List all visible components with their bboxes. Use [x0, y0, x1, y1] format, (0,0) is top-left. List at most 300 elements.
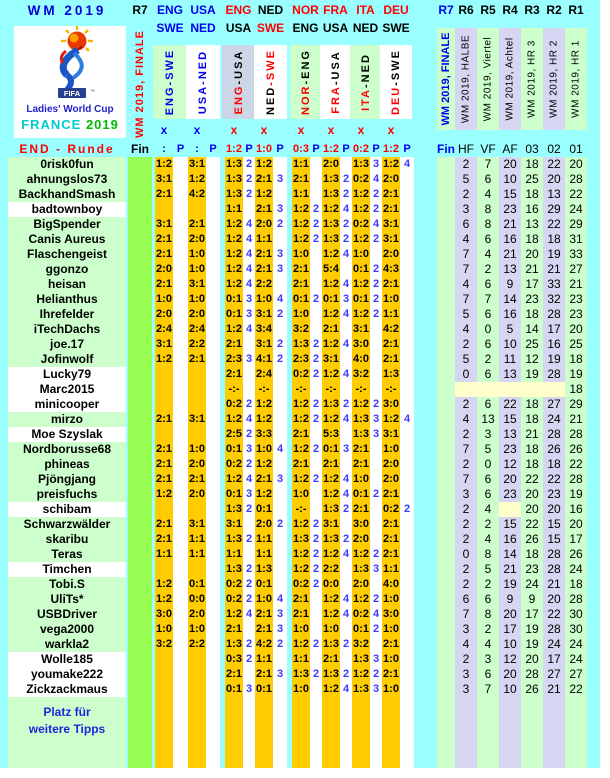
tip-cell: 1:3 — [226, 638, 242, 650]
tip-cell: 2:1 — [383, 338, 399, 350]
tip-points: 3 — [276, 248, 284, 260]
round-points: 22 — [547, 217, 561, 231]
round-points: 2 — [484, 622, 492, 636]
round-points: 25 — [525, 172, 539, 186]
tip-cell: 1:3 — [353, 563, 369, 575]
end-runde-label: END - Runde — [19, 142, 115, 156]
player-name: Helianthus — [8, 292, 126, 307]
tip-cell: 0:2 — [383, 503, 399, 515]
round-points: 7 — [462, 262, 470, 276]
vlabel-part2: -SWE — [164, 48, 176, 86]
round-points: 23 — [503, 202, 517, 216]
tip-points: 4 — [342, 593, 350, 605]
tip-cell: 1:2 — [256, 188, 272, 200]
tip-points: 3 — [372, 428, 380, 440]
tip-points: 2 — [372, 263, 380, 275]
round-points: 8 — [484, 202, 492, 216]
tip-cell: 1:3 — [293, 668, 309, 680]
vlabel-match-ENG-USA — [222, 45, 255, 119]
tip-points: 2 — [342, 173, 350, 185]
tip-cell: 2:0 — [383, 248, 399, 260]
player-name: minicooper — [8, 397, 126, 412]
round-points: 21 — [503, 562, 517, 576]
match-header-team1: ENG — [225, 3, 252, 17]
tip-cell: 1:2 — [156, 593, 172, 605]
tip-points: 2 — [342, 218, 350, 230]
tip-cell: 1:2 — [353, 308, 369, 320]
round-points: 24 — [547, 412, 561, 426]
round-points: 18 — [569, 352, 583, 366]
tip-cell: 1:3 — [353, 158, 369, 170]
tip-cell: 0:2 — [226, 593, 242, 605]
tip-cell: 1:1 — [293, 188, 309, 200]
round-points: 13 — [547, 187, 561, 201]
tip-cell: 1:2 — [353, 278, 369, 290]
round-points: 20 — [547, 592, 561, 606]
tip-cell: 1:2 — [323, 278, 339, 290]
player-name: BigSpender — [8, 217, 126, 232]
footer-line-1: Platz für — [43, 705, 91, 719]
round-points: 13 — [503, 427, 517, 441]
round-points: 22 — [547, 607, 561, 621]
tip-points: 3 — [245, 443, 253, 455]
tip-cell: 2:1 — [256, 263, 272, 275]
tip-points: 4 — [276, 443, 284, 455]
tip-cell: 4:0 — [353, 353, 369, 365]
tip-cell: 2:1 — [353, 458, 369, 470]
round-points: 24 — [569, 637, 583, 651]
tip-cell: 3:1 — [156, 218, 172, 230]
round-points: 14 — [503, 292, 517, 306]
tip-cell: 1:3 — [383, 368, 399, 380]
tip-points: 2 — [372, 278, 380, 290]
round-points: 22 — [569, 187, 583, 201]
round-points: 19 — [547, 247, 561, 261]
tip-points: 2 — [276, 518, 284, 530]
tip-points: 3 — [245, 683, 253, 695]
round-points: 16 — [503, 532, 517, 546]
round-points: 6 — [484, 397, 492, 411]
round-points: 10 — [503, 337, 517, 351]
player-name: Teras — [8, 547, 126, 562]
tip-cell: 1:0 — [353, 473, 369, 485]
round-points: 24 — [569, 652, 583, 666]
tip-points: 2 — [245, 428, 253, 440]
vlabel-match-NOR-ENG — [290, 45, 321, 119]
tip-cell: 2:1 — [189, 218, 205, 230]
round-points: 2 — [462, 157, 470, 171]
round-points: 9 — [528, 592, 536, 606]
tip-cell: 3:1 — [383, 233, 399, 245]
round-label-R1: R1 — [568, 3, 584, 17]
tip-cell: 3:0 — [383, 608, 399, 620]
player-name: badtownboy — [8, 202, 126, 217]
tip-cell: 3:1 — [383, 218, 399, 230]
tip-points: 3 — [245, 488, 253, 500]
x-mark-5: x — [327, 123, 335, 137]
round-points: 6 — [462, 217, 470, 231]
tip-cell: 1:2 — [256, 458, 272, 470]
round-points: 21 — [547, 682, 561, 696]
tip-cell: 1:2 — [256, 488, 272, 500]
vlabel-match-NED-SWE — [254, 45, 287, 119]
round-points: 13 — [481, 412, 495, 426]
vlabel-round-5-text: WM 2019, HR 2 — [548, 40, 560, 118]
round-label-r7-left: R7 — [132, 3, 148, 17]
tip-cell: 2:1 — [323, 323, 339, 335]
round-points: 22 — [525, 517, 539, 531]
tip-cell: 1:2 — [226, 608, 242, 620]
tip-cell: 2:1 — [156, 533, 172, 545]
tip-points: 2 — [342, 668, 350, 680]
round-points: 24 — [525, 577, 539, 591]
tip-cell: 2:0 — [353, 533, 369, 545]
tip-points: 3 — [245, 308, 253, 320]
end-right-header-03: 03 — [525, 142, 539, 156]
round-points: 18 — [569, 577, 583, 591]
round-points: 7 — [462, 472, 470, 486]
player-name: USBDriver — [8, 607, 126, 622]
tip-cell: 1:2 — [226, 248, 242, 260]
round-points: 6 — [484, 592, 492, 606]
match-header-team1: NED — [257, 3, 284, 17]
highlight-cell — [455, 382, 477, 397]
fifa-wwc-trophy-icon — [14, 26, 126, 104]
round-points: 27 — [547, 667, 561, 681]
tip-cell: 2:1 — [226, 623, 242, 635]
tip-cell: 1:2 — [156, 353, 172, 365]
vlabel-part2: -USA — [329, 50, 342, 86]
tip-cell: 3:2 — [353, 638, 369, 650]
tip-cell: 2:2 — [323, 563, 339, 575]
tip-points: 2 — [245, 578, 253, 590]
tip-cell: 0:1 — [353, 488, 369, 500]
tip-cell: 2:1 — [156, 518, 172, 530]
tip-cell: 0:1 — [256, 683, 272, 695]
tip-cell: 1:3 — [226, 503, 242, 515]
tip-points: 4 — [342, 338, 350, 350]
round-points: 2 — [462, 577, 470, 591]
round-points: 21 — [525, 427, 539, 441]
tip-points: 2 — [245, 188, 253, 200]
tip-cell: 2:1 — [293, 428, 309, 440]
tip-cell: 2:1 — [353, 503, 369, 515]
tip-cell: 1:2 — [323, 548, 339, 560]
player-name: warkla2 — [8, 637, 126, 652]
round-points: 6 — [462, 592, 470, 606]
tip-cell: 1:0 — [383, 623, 399, 635]
round-points: 8 — [484, 607, 492, 621]
round-points: 3 — [462, 202, 470, 216]
round-points: 28 — [525, 667, 539, 681]
tip-points: 2 — [372, 593, 380, 605]
round-points: 28 — [547, 307, 561, 321]
round-points: 7 — [484, 292, 492, 306]
tip-cell: 3:2 — [293, 323, 309, 335]
tip-points: 4 — [276, 593, 284, 605]
tip-cell: 0:1 — [323, 443, 339, 455]
tip-cell: 1:1 — [256, 533, 272, 545]
round-points: 25 — [569, 337, 583, 351]
round-points: 21 — [547, 577, 561, 591]
round-points: 19 — [525, 367, 539, 381]
player-name: Moe Szyslak — [8, 427, 126, 442]
player-name: iTechDachs — [8, 322, 126, 337]
tip-cell: 3:1 — [189, 413, 205, 425]
vlabel-match-FRA-USA-text — [330, 50, 342, 114]
tip-cell: 3:1 — [189, 518, 205, 530]
tip-cell: 1:0 — [189, 263, 205, 275]
x-mark-4: x — [297, 123, 305, 137]
round-points: 10 — [503, 682, 517, 696]
round-points: 28 — [547, 547, 561, 561]
player-name: Nordborusse68 — [8, 442, 126, 457]
round-points: 18 — [525, 187, 539, 201]
tip-cell: 2:1 — [383, 278, 399, 290]
tip-cell: 2:1 — [156, 248, 172, 260]
player-name: Pjöngjang — [8, 472, 126, 487]
player-name: Canis Aureus — [8, 232, 126, 247]
round-points: 16 — [547, 337, 561, 351]
round-points: 19 — [525, 637, 539, 651]
end-fin-right: Fin — [437, 142, 455, 156]
tip-cell: 2:3 — [293, 353, 309, 365]
tournament-logo — [14, 26, 126, 138]
vlabel-part1: ENG — [232, 84, 245, 115]
footer-line-2: weitere Tipps — [28, 722, 106, 736]
x-mark-7: x — [387, 123, 395, 137]
round-points: 11 — [503, 352, 517, 366]
round-points: 18 — [547, 232, 561, 246]
tip-points: 2 — [312, 563, 320, 575]
vlabel-part2: -NED — [359, 53, 372, 88]
tip-cell: 1:3 — [256, 563, 272, 575]
round-points: 23 — [503, 487, 517, 501]
x-mark-6: x — [357, 123, 365, 137]
tip-cell: 1:2 — [293, 218, 309, 230]
highlight-cell — [477, 382, 499, 397]
player-name: Tobi.S — [8, 577, 126, 592]
tip-cell: 2:1 — [156, 233, 172, 245]
tip-cell: 3:1 — [323, 518, 339, 530]
tip-cell: 1:2 — [353, 233, 369, 245]
tip-cell: 2:1 — [156, 443, 172, 455]
round-points: 18 — [525, 412, 539, 426]
round-points: 7 — [462, 292, 470, 306]
round-points: 29 — [569, 397, 583, 411]
tip-cell: 1:1 — [226, 548, 242, 560]
round-points: 16 — [503, 307, 517, 321]
tip-points: 2 — [403, 503, 411, 515]
round-points: 20 — [569, 517, 583, 531]
end-right-header-01: 01 — [569, 142, 583, 156]
round-points: 28 — [547, 562, 561, 576]
tip-cell: 1:2 — [353, 548, 369, 560]
tip-points: 2 — [276, 338, 284, 350]
tip-cell: 3:2 — [156, 638, 172, 650]
vlabel-round-2-text: WM 2019, Viertel — [482, 36, 494, 122]
tip-cell: 2:2 — [189, 638, 205, 650]
tip-points: 3 — [372, 653, 380, 665]
logo-country-line — [14, 117, 126, 132]
round-points: 3 — [462, 667, 470, 681]
tip-cell: 2:0 — [189, 608, 205, 620]
tip-points: 2 — [372, 188, 380, 200]
tip-cell: 2:1 — [256, 473, 272, 485]
round-points: 16 — [569, 502, 583, 516]
round-points: 3 — [484, 427, 492, 441]
tip-cell: 1:1 — [189, 533, 205, 545]
round-points: 4 — [484, 247, 492, 261]
end-right-header-HF: HF — [458, 142, 474, 156]
tip-cell: 1:3 — [323, 638, 339, 650]
round-points: 17 — [525, 277, 539, 291]
tip-cell: 1:3 — [226, 158, 242, 170]
tip-points: 4 — [403, 158, 411, 170]
tip-cell: 1:1 — [383, 563, 399, 575]
tip-cell: 0:3 — [226, 653, 242, 665]
tip-cell: 1:2 — [226, 323, 242, 335]
tip-cell: 2:4 — [189, 323, 205, 335]
end-right-header-AF: AF — [502, 142, 518, 156]
tip-cell: 5:3 — [323, 428, 339, 440]
x-mark-3: x — [260, 123, 268, 137]
tip-cell: 3:0 — [353, 338, 369, 350]
tip-cell: 2:1 — [256, 623, 272, 635]
tip-cell: 0:2 — [293, 578, 309, 590]
round-points: 19 — [569, 367, 583, 381]
round-points: 21 — [569, 277, 583, 291]
vlabel-round-1-text: WM 2019, HALBE — [460, 34, 472, 124]
round-label-R5: R5 — [480, 3, 496, 17]
tip-cell: 1:1 — [226, 203, 242, 215]
round-points: 26 — [569, 547, 583, 561]
round-label-R3: R3 — [524, 3, 540, 17]
vlabel-round-6 — [565, 28, 587, 130]
tip-cell: 1:2 — [323, 338, 339, 350]
round-points: 6 — [484, 367, 492, 381]
round-points: 4 — [462, 637, 470, 651]
tip-cell: 1:2 — [226, 233, 242, 245]
tip-points: 2 — [342, 503, 350, 515]
end-result-1: : — [195, 143, 199, 155]
tip-cell: 1:0 — [323, 623, 339, 635]
tip-cell: 1:1 — [293, 653, 309, 665]
tip-points: 2 — [245, 458, 253, 470]
tip-cell: 1:2 — [189, 173, 205, 185]
tip-cell: 2:1 — [226, 368, 242, 380]
round-points: 13 — [525, 217, 539, 231]
tip-cell: 3:0 — [156, 608, 172, 620]
vlabel-finale-left-text: WM 2019, FINALE — [134, 30, 146, 138]
tip-cell: 1:2 — [293, 443, 309, 455]
tip-cell: 0:2 — [293, 368, 309, 380]
tip-cell: 1:2 — [323, 308, 339, 320]
round-points: 6 — [484, 667, 492, 681]
tip-cell: 1:3 — [226, 188, 242, 200]
round-label-r7-right: R7 — [438, 3, 454, 17]
match-header-team1: DEU — [383, 3, 409, 17]
player-name: Wolle185 — [8, 652, 126, 667]
tip-points: 3 — [372, 158, 380, 170]
tip-points: 3 — [276, 263, 284, 275]
tip-cell: 2:0 — [156, 263, 172, 275]
round-points: 6 — [484, 172, 492, 186]
tip-cell: 1:3 — [353, 413, 369, 425]
tip-cell: 3:0 — [353, 518, 369, 530]
tip-cell: 2:1 — [293, 608, 309, 620]
tip-cell: 1:0 — [189, 293, 205, 305]
tip-cell: 1:2 — [323, 608, 339, 620]
round-points: 23 — [569, 307, 583, 321]
match-header-team1: USA — [190, 3, 216, 17]
round-points: 16 — [503, 232, 517, 246]
tip-points: 2 — [312, 443, 320, 455]
tip-cell: -:- — [355, 383, 367, 395]
tip-points: 2 — [342, 398, 350, 410]
tip-cell: 2:0 — [383, 458, 399, 470]
tip-cell: 1:2 — [156, 578, 172, 590]
tip-cell: 1:2 — [383, 413, 399, 425]
round-points: 30 — [569, 607, 583, 621]
tip-cell: 4:2 — [256, 638, 272, 650]
tip-points: 3 — [372, 683, 380, 695]
tip-cell: 1:2 — [293, 203, 309, 215]
tip-cell: 1:1 — [293, 158, 309, 170]
vlabel-round-5 — [543, 28, 565, 130]
tip-cell: 3:1 — [189, 278, 205, 290]
round-points: 25 — [525, 337, 539, 351]
highlight-cell — [499, 382, 521, 397]
end-p-4: P — [312, 143, 320, 155]
tip-cell: 1:2 — [293, 518, 309, 530]
tip-cell: 2:1 — [383, 188, 399, 200]
round-points: 13 — [503, 367, 517, 381]
tip-cell: 1:0 — [293, 623, 309, 635]
tip-cell: 2:1 — [383, 518, 399, 530]
tip-points: 3 — [276, 173, 284, 185]
round-points: 19 — [547, 352, 561, 366]
tip-cell: 0:2 — [226, 578, 242, 590]
tip-cell: 2:1 — [383, 353, 399, 365]
tip-points: 4 — [342, 413, 350, 425]
player-name: Flaschengeist — [8, 247, 126, 262]
tip-cell: 2:1 — [293, 173, 309, 185]
tip-cell: 0:0 — [323, 578, 339, 590]
tip-points: 2 — [312, 368, 320, 380]
player-name: Jofinwolf — [8, 352, 126, 367]
round-points: 2 — [462, 532, 470, 546]
tip-cell: 1:3 — [226, 533, 242, 545]
round-points: 22 — [569, 457, 583, 471]
round-points: 18 — [525, 232, 539, 246]
round-points: 23 — [525, 562, 539, 576]
round-points: 33 — [547, 277, 561, 291]
tip-points: 4 — [276, 293, 284, 305]
match-header-team1: ENG — [156, 3, 183, 17]
tip-cell: 2:1 — [293, 278, 309, 290]
vlabel-round-1 — [455, 28, 477, 130]
player-name: Ihrefelder — [8, 307, 126, 322]
tip-points: 2 — [312, 293, 320, 305]
tip-cell: 3:1 — [226, 518, 242, 530]
tip-points: 4 — [342, 203, 350, 215]
player-name: phineas — [8, 457, 126, 472]
tip-points: 2 — [245, 503, 253, 515]
tip-cell: 0:1 — [256, 578, 272, 590]
tip-points: 2 — [276, 638, 284, 650]
tip-cell: 1:2 — [353, 668, 369, 680]
